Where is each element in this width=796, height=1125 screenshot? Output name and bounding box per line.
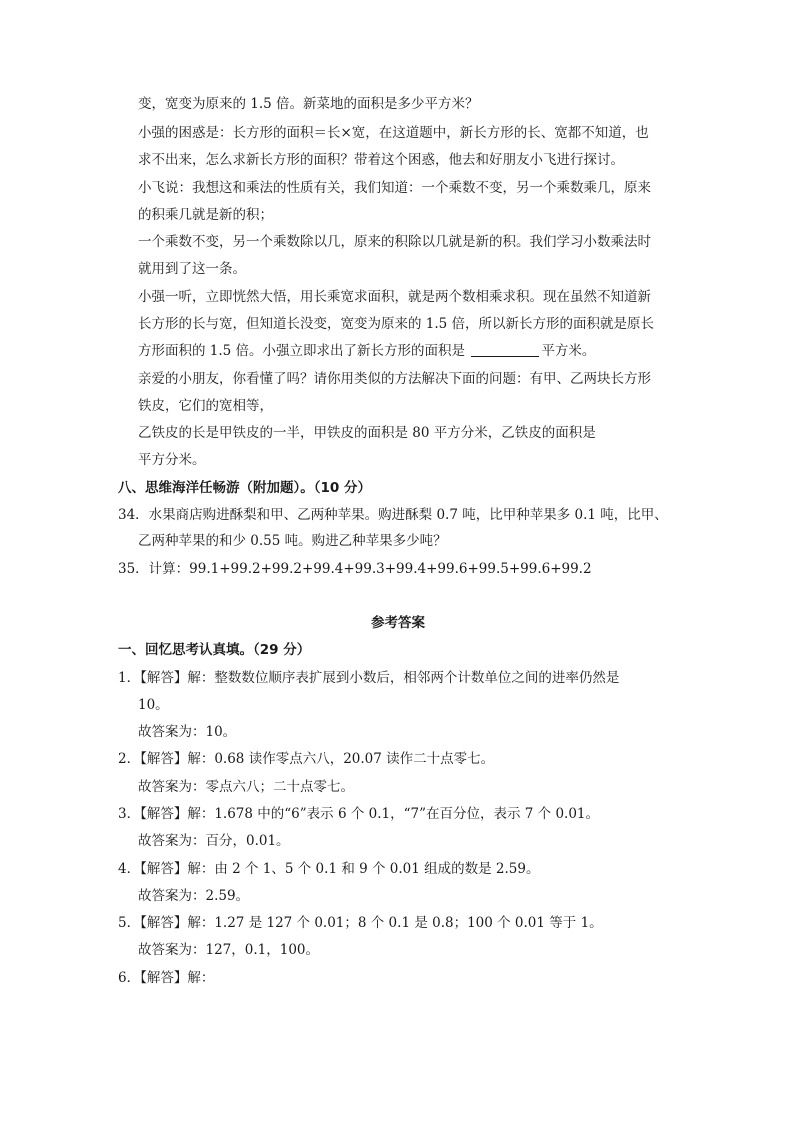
text-line: 小强的困惑是：长方形的面积＝长×宽，在这道题中，新长方形的长、宽都不知道，也 (138, 125, 649, 141)
answer-blank (471, 343, 539, 357)
text-line: 铁皮，它们的宽相等， (138, 398, 273, 414)
text-line: 就用到了这一条。 (138, 261, 246, 277)
answer-4-result: 故答案为：2.59。 (138, 888, 250, 904)
text-line: 小强一听，立即恍然大悟，用长乘宽求面积，就是两个数相乘求积。现在虽然不知道新 (138, 289, 651, 305)
answer-2: 2．【解答】解：0.68 读作零点六八，20.07 读作二十点零七。 (118, 751, 495, 767)
text-line: 求不出来，怎么求新长方形的面积？带着这个困惑，他去和好朋友小飞进行探讨。 (138, 152, 624, 168)
text-line: 一个乘数不变，另一个乘数除以几，原来的积除以几就是新的积。我们学习小数乘法时 (138, 234, 651, 250)
answer-1-cont: 10。 (138, 697, 169, 713)
text-line: 亲爱的小朋友，你看懂了吗？请你用类似的方法解决下面的问题：有甲、乙两块长方形 (138, 371, 651, 387)
text-line (138, 342, 595, 360)
answer-4: 4．【解答】解：由 2 个 1、5 个 0.1 和 9 个 0.01 组成的数是 2.59。 (118, 861, 540, 877)
answer-key-title: 参考答案 (371, 615, 425, 631)
question-35: 35．计算：99.1+99.2+99.2+99.4+99.3+99.4+99.6+99.5+99.6+99.2 (118, 561, 592, 577)
answer-1: 1．【解答】解：整数数位顺序表扩展到小数后，相邻两个计数单位之间的进率仍然是 (118, 670, 620, 686)
text-line: 乙铁皮的长是甲铁皮的一半，甲铁皮的面积是 80 平方分米，乙铁皮的面积是 (138, 425, 596, 441)
question-34: 34．水果商店购进酥梨和甲、乙两种苹果。购进酥梨 0.7 吨，比甲种苹果多 0.1 吨，比甲、 (118, 507, 668, 523)
text-segment: 方形面积的 1.5 倍。小强立即求出了新长方形的面积是 (138, 343, 470, 359)
answer-6: 6．【解答】解： (118, 970, 215, 986)
answer-5: 5．【解答】解：1.27 是 127 个 0.01；8 个 0.1 是 0.8；100 个 0.01 等于 1。 (118, 915, 603, 931)
section-heading: 一、回忆思考认真填。（29 分） (118, 642, 311, 658)
text-line: 长方形的长与宽，但知道长没变，宽变为原来的 1.5 倍，所以新长方形的面积就是原长 (138, 316, 655, 332)
answer-5-result: 故答案为：127，0.1，100。 (138, 942, 320, 958)
text-segment: 平方米。 (541, 343, 596, 359)
answer-2-result: 故答案为：零点六八；二十点零七。 (138, 779, 354, 795)
answer-3: 3．【解答】解：1.678 中的“6”表示 6 个 0.1，“7”在百分位，表示 7 个 0.01。 (118, 806, 600, 822)
answer-3-result: 故答案为：百分，0.01。 (138, 833, 290, 849)
text-line: 平方分米。 (138, 452, 206, 468)
question-34-cont: 乙两种苹果的和少 0.55 吨。购进乙种苹果多少吨？ (138, 533, 447, 549)
answer-1-result: 故答案为：10。 (138, 724, 237, 740)
text-line: 变，宽变为原来的 1.5 倍。新菜地的面积是多少平方米？ (138, 96, 479, 112)
section-heading: 八、思维海洋任畅游（附加题）。（10 分） (118, 480, 371, 496)
text-line: 小飞说：我想这和乘法的性质有关，我们知道：一个乘数不变，另一个乘数乘几，原来 (138, 180, 651, 196)
text-line: 的积乘几就是新的积； (138, 207, 273, 223)
